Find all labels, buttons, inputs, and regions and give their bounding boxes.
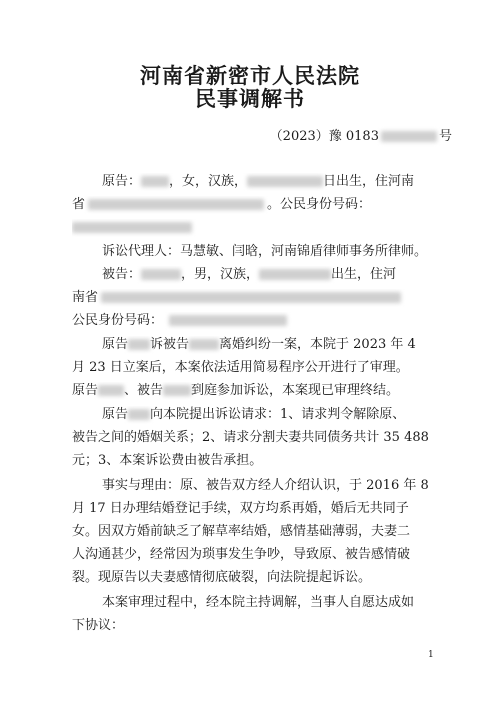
defendant-line-3: 公民身份号码： [72,312,432,330]
case-intro-line-1: 原告 诉被告 离婚纠纷一案，本院于 2023 年 4 [102,337,416,352]
claims-line-3: 元；3、本案诉讼费由被告承担。 [72,453,263,468]
redacted-birthdate [247,176,323,187]
redacted-name [141,269,181,280]
document-title: 民事调解书 [195,86,305,111]
facts-line-3: 女。因双方婚前缺乏了解草率结婚，感情基础薄弱，夫妻二 [72,524,411,539]
redacted-name [141,176,169,187]
facts-line-4: 人沟通甚少，经常因为琐事发生争吵，导致原、被告感情破 [72,547,411,562]
claims-line-1: 原告 向本院提出诉讼请求：1、请求判令解除原、 [102,407,406,422]
defendant-line-2: 南省 [72,289,432,307]
claims-line-2: 被告之间的婚姻关系；2、请求分割夫妻共同债务共计 35 488 [72,430,429,445]
redacted-id-number [169,315,287,326]
facts-line-2: 月 17 日办理结婚登记手续，双方均系再婚，婚后无共同子 [72,501,409,516]
redacted-address [101,292,401,303]
plaintiff-line-2: 省 。公民身份号码： [72,197,372,212]
plaintiff-line-3 [72,219,432,237]
redacted-name [163,385,191,396]
case-intro-line-3: 原告 、被告 到庭参加诉讼，本案现已审理终结。 [72,383,400,398]
redacted-name [189,339,219,350]
redacted-name [98,385,124,396]
page-number: 1 [428,650,434,660]
case-number-prefix: （2023）豫 0183 [269,129,379,144]
redacted-birthdate [259,269,331,280]
plaintiff-line-1: 原告： ，女，汉族， 日出生，住河南 [102,174,415,189]
court-name: 河南省新密市人民法院 [140,63,360,88]
attorney-line: 诉讼代理人：马慧敏、闫晗，河南锦盾律师事务所律师。 [102,244,428,259]
facts-line-5: 裂。现原告以夫妻感情彻底破裂，向法院提起诉讼。 [72,570,372,585]
redacted-name [128,409,150,420]
redacted-address [88,199,264,210]
case-number-suffix: 号 [438,129,452,144]
case-intro-line-2: 月 23 日立案后，本案依法适用简易程序公开进行了审理。 [72,360,409,375]
redacted-name [128,339,150,350]
defendant-line-1: 被告： ，男，汉族， 出生，住河 [102,267,397,282]
facts-line-1: 事实与理由：原、被告双方经人介绍认识，于 2016 年 8 [102,478,429,493]
mediation-line-1: 本案审理过程中，经本院主持调解，当事人自愿达成如 [102,595,415,610]
redacted-case-number [381,131,437,142]
case-number [270,128,452,146]
mediation-line-2: 下协议： [72,618,125,633]
redacted-id-number [72,222,192,233]
